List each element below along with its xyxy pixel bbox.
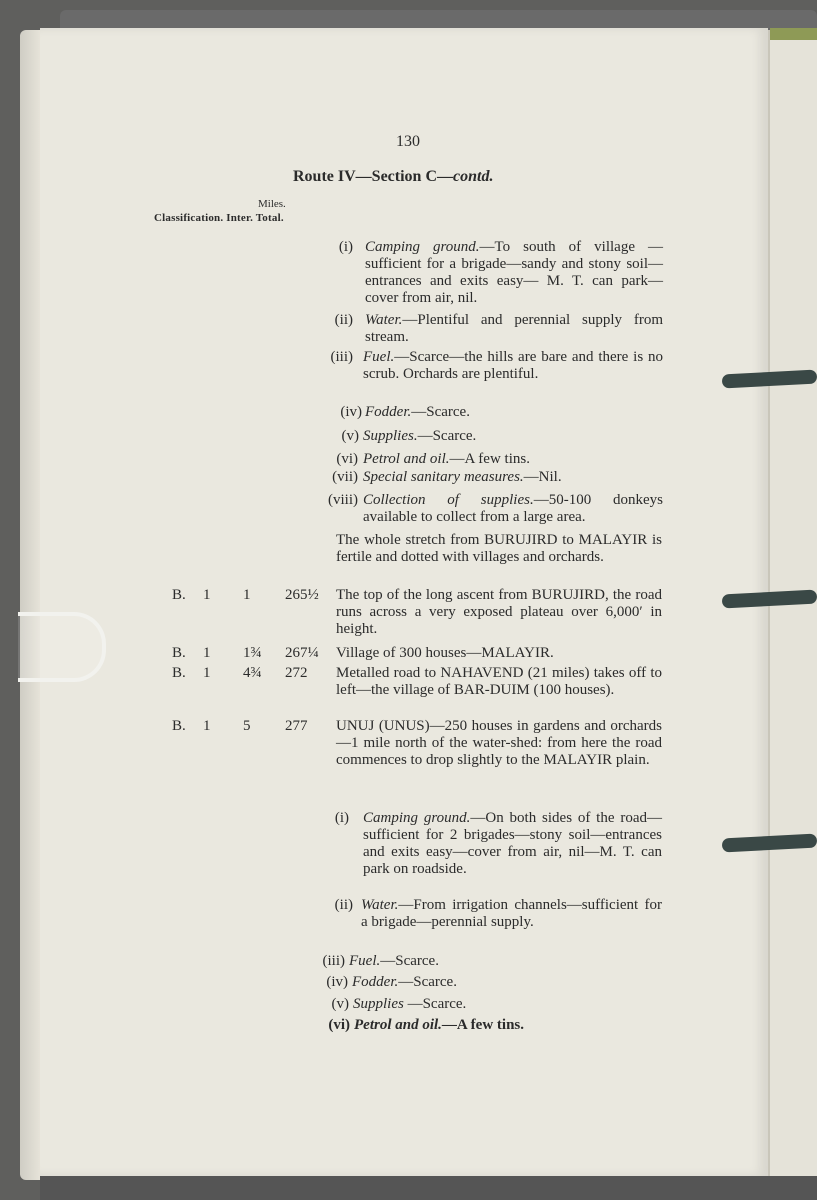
item-label: Fodder. (365, 404, 412, 420)
item-body: —Scarce. (380, 953, 439, 969)
item-body: —Nil. (523, 469, 562, 485)
item-label: Petrol and oil. (363, 451, 450, 467)
cover-strip (770, 28, 817, 40)
row-classification: B. (172, 587, 186, 603)
page-number: 130 (396, 133, 420, 150)
page-heading (293, 168, 493, 185)
row-count: 1 (203, 587, 211, 603)
item-text (352, 974, 650, 991)
heading-contd: contd. (453, 168, 494, 185)
item-body: —A few tins. (449, 451, 530, 467)
book-bottom-edge (40, 1176, 817, 1200)
item-text (365, 239, 663, 307)
item-body: —Plentiful and perennial supply from stream. (365, 312, 663, 345)
item-text (349, 953, 647, 970)
item-text (363, 810, 662, 878)
item-body: —To south of village —sufficient for a brigade—sandy and stony soil—entrances and exits easy— M. T. can park—cover from air, nil. (365, 239, 663, 306)
item-label: Supplies (353, 996, 404, 1012)
row-text: The top of the long ascent from BURUJIRD, the road runs across a very exposed plateau over 6,000′ in height. (336, 587, 662, 637)
book-left-edge (20, 30, 40, 1180)
item-text (354, 1017, 652, 1034)
item-number: (iii) (322, 953, 345, 969)
item-text (365, 404, 663, 421)
item-label: Special sanitary measures. (363, 469, 524, 485)
row-text: Village of 300 houses—MALAYIR. (336, 645, 554, 661)
row-inter: 5 (243, 718, 251, 734)
item-number: (v) (341, 428, 359, 444)
row-text: UNUJ (UNUS)—250 houses in gardens and orchards—1 mile north of the water-shed: from here the road commences to drop slightly to the MALAYIR plain. (336, 718, 662, 768)
row-text: Metalled road to NAHAVEND (21 miles) takes off to left—the village of BAR-DUIM (100 houses). (336, 665, 662, 698)
item-label: Collection of supplies. (363, 492, 534, 508)
item-number: (i) (338, 239, 353, 255)
item-number: (iv) (340, 404, 362, 420)
item-label: Camping ground. (365, 239, 480, 255)
row-count: 1 (203, 665, 211, 681)
row-count: 1 (203, 718, 211, 734)
item-body: —Scarce. (411, 404, 470, 420)
item-text (363, 469, 661, 486)
row-total: 267¼ (285, 645, 319, 661)
paper-clip (18, 612, 106, 682)
row-total: 277 (285, 718, 308, 734)
item-body: —50-100 donkeys available to collect from a large area. (363, 492, 664, 525)
item-text (353, 996, 651, 1013)
item-body: —A few tins. (441, 1017, 525, 1033)
item-number: (ii) (334, 897, 353, 913)
item-text (363, 349, 663, 383)
item-number: (vi) (328, 1017, 350, 1033)
item-text (363, 428, 661, 445)
row-classification: B. (172, 665, 186, 681)
item-body: —From irrigation channels—sufficient for a brigade—perennial supply. (361, 897, 662, 930)
item-label: Fuel. (349, 953, 381, 969)
row-inter: 1 (243, 587, 251, 603)
item-number: (iii) (330, 349, 353, 365)
row-total: 265½ (285, 587, 319, 603)
item-label: Camping ground. (363, 810, 471, 826)
item-label: Supplies. (363, 428, 418, 444)
item-label: Water. (365, 312, 403, 328)
heading-main: Route IV—Section C— (293, 168, 453, 185)
item-number: (viii) (328, 492, 358, 508)
item-number: (iv) (326, 974, 348, 990)
item-body: —Scarce—the hills are bare and there is no scrub. Orchards are plentiful. (363, 349, 663, 382)
row-classification: B. (172, 718, 186, 734)
item-number: (ii) (334, 312, 353, 328)
item-label: Petrol and oil. (354, 1017, 442, 1033)
item-text (365, 312, 663, 346)
row-inter: 4¾ (243, 665, 262, 681)
stretch-note: The whole stretch from BURUJIRD to MALAYIR is fertile and dotted with villages and orchards. (336, 532, 662, 565)
item-label: Fuel. (363, 349, 395, 365)
item-label: Water. (361, 897, 399, 913)
item-body: —On both sides of the road—sufficient for 2 brigades—stony soil—entrances and exits easy—cover from air, nil—M. T. can park on roadside. (363, 810, 662, 877)
item-text (361, 897, 662, 931)
item-text (363, 492, 663, 526)
row-inter: 1¾ (243, 645, 262, 661)
column-headers: Classification. Inter. Total. (154, 212, 284, 224)
item-body: —Scarce. (403, 996, 467, 1012)
item-body: —Scarce. (417, 428, 477, 444)
column-header-miles: Miles. (258, 198, 286, 210)
row-count: 1 (203, 645, 211, 661)
row-classification: B. (172, 645, 186, 661)
row-total: 272 (285, 665, 308, 681)
item-text (363, 451, 661, 468)
item-number: (vii) (332, 469, 358, 485)
item-number: (vi) (336, 451, 358, 467)
item-number: (i) (334, 810, 349, 826)
item-body: —Scarce. (398, 974, 457, 990)
item-label: Fodder. (352, 974, 399, 990)
item-number: (v) (331, 996, 349, 1012)
